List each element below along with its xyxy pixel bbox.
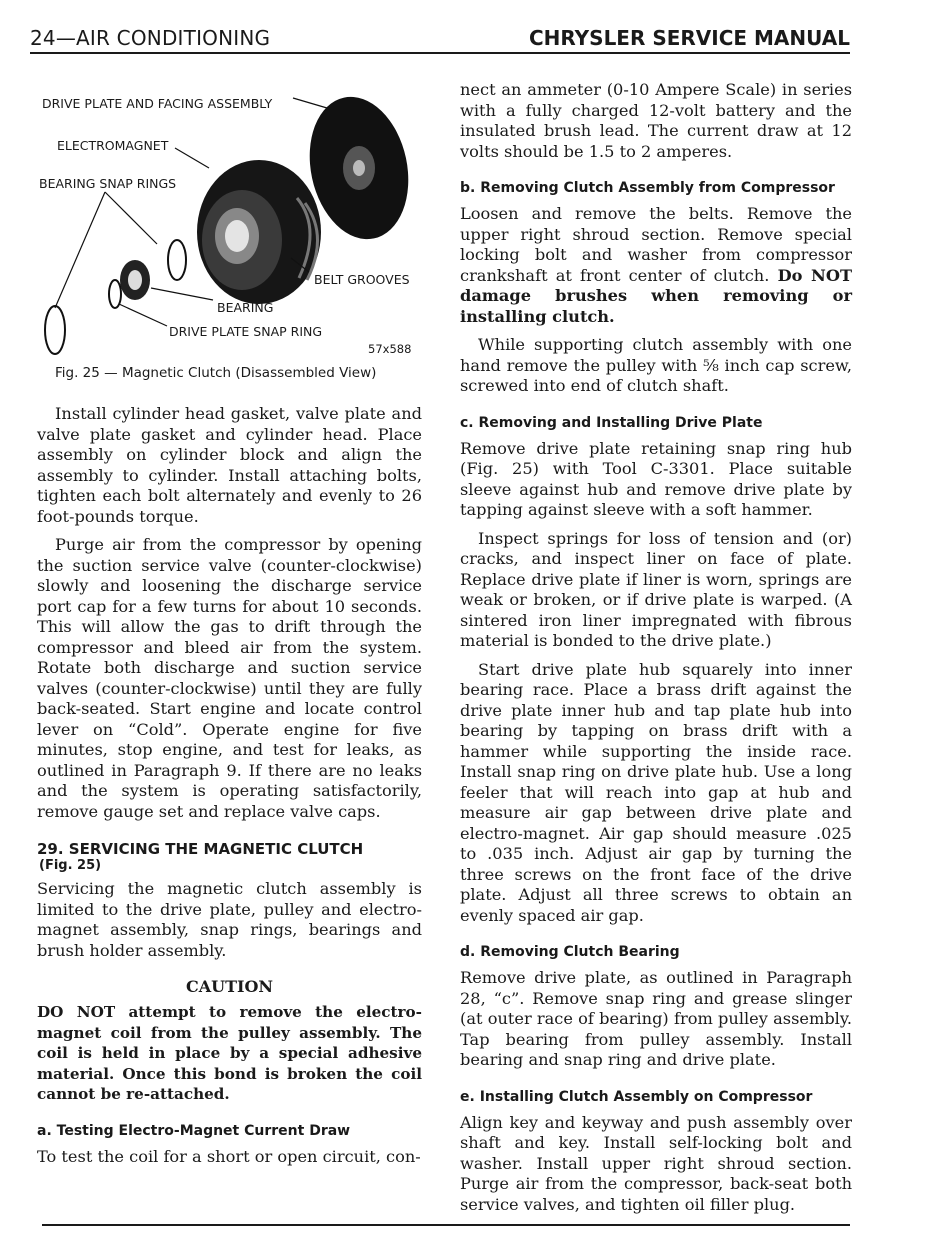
clutch-illustration bbox=[37, 68, 427, 368]
paragraph: While supporting clutch assembly with one hand remove the pulley with ⅝ inch cap screw, screwed into end of clutch shaft. bbox=[460, 335, 852, 395]
label-bearing-snap-rings: BEARING SNAP RINGS bbox=[39, 176, 177, 191]
paragraph: Install cylinder head gasket, valve plate and valve plate gasket and cylinder head. Place assembly on cylinder block and align the assembly to cylinder. Install attaching bolts, tighten each bolt alternately and evenly to 26 foot-pounds torque. bbox=[37, 404, 422, 526]
paragraph bbox=[460, 204, 852, 327]
paragraph: Remove drive plate retaining snap ring hub (Fig. 25) with Tool C-3301. Place suitable sleeve against hub and remove drive plate by tapping against sleeve with a soft hammer. bbox=[460, 438, 852, 519]
subsection-a-title: a. Testing Electro-Magnet Current Draw bbox=[37, 1122, 351, 1139]
figure-number: 57x588 bbox=[368, 342, 412, 356]
page-number-section: 24—AIR CONDITIONING bbox=[30, 26, 271, 50]
label-drive-plate: DRIVE PLATE AND FACING ASSEMBLY bbox=[42, 96, 273, 111]
manual-title: CHRYSLER SERVICE MANUAL bbox=[528, 26, 850, 50]
paragraph: Align key and keyway and push assembly over shaft and key. Install self-locking bolt and washer. Install upper right shroud section. Purge air from the compressor, back-seat both service valves, and tighten oil filler plug. bbox=[460, 1112, 852, 1214]
left-column bbox=[37, 404, 422, 1167]
caution-title: CAUTION bbox=[185, 977, 274, 996]
subsection-c-title: c. Removing and Installing Drive Plate bbox=[460, 414, 763, 431]
section-fig-ref: (Fig. 25) bbox=[39, 858, 102, 873]
label-drive-plate-snap-ring: DRIVE PLATE SNAP RING bbox=[169, 324, 323, 339]
label-belt-grooves: BELT GROOVES bbox=[314, 272, 410, 287]
footer-rule bbox=[42, 1224, 850, 1226]
subsection-e-title: e. Installing Clutch Assembly on Compressor bbox=[460, 1088, 813, 1105]
figure-caption: Fig. 25 — Magnetic Clutch (Disassembled View) bbox=[55, 365, 377, 381]
paragraph: Purge air from the compressor by opening the suction service valve (counter-clockwise) slowly and loosening the discharge service port cap for a few turns for about 10 seconds. This will allow the gas to drift through the compressor and bleed air from the system. Rotate both discharge and suction service valves (counter-clockwise) until they are fully back-seated. Start engine and locate control lever on “Cold”. Operate engine for five minutes, stop engine, and test for leaks, as outlined in Paragraph 9. If there are no leaks and the system is operating satisfactorily, remove gauge set and replace valve caps. bbox=[37, 535, 422, 821]
caution-text: DO NOT attempt to remove the electro-magnet coil from the pulley assembly. The coil is held in place by a special adhesive material. Once this bond is broken the coil cannot be re-attached. bbox=[37, 1003, 422, 1103]
subsection-b-title: b. Removing Clutch Assembly from Compressor bbox=[460, 180, 835, 196]
paragraph: Remove drive plate, as outlined in Paragraph 28, “c”. Remove snap ring and grease slinger (at outer race of bearing) from pulley assembly. Tap bearing from pulley assembly. Install bearing and snap ring and drive plate. bbox=[460, 968, 852, 1069]
page-header bbox=[30, 26, 850, 54]
figure-25 bbox=[37, 68, 427, 388]
paragraph-text: Loosen and remove the belts. Remove the upper right shroud section. Remove special locking bolt and washer from compressor crankshaft at front center of clutch. bbox=[460, 204, 852, 285]
subsection-d-title: d. Removing Clutch Bearing bbox=[460, 944, 680, 960]
warning-text: Do NOT damage brushes when removing or installing clutch. bbox=[460, 265, 852, 326]
header-rule bbox=[30, 52, 850, 54]
paragraph: To test the coil for a short or open circuit, con- bbox=[37, 1146, 421, 1166]
paragraph: Servicing the magnetic clutch assembly is limited to the drive plate, pulley and electro-magnet assembly, snap rings, bearings and brush holder assembly. bbox=[37, 879, 422, 960]
paragraph: Start drive plate hub squarely into inner bearing race. Place a brass drift against the drive plate inner hub and tap plate hub into bearing by tapping on brass drift with a hammer while supporting the inside race. Install snap ring on drive plate hub. Use a long feeler that will reach into gap at hub and measure air gap between drive plate and electro-magnet. Air gap should measure .025 to .035 inch. Adjust air gap by turning the three screws on the front face of the drive plate. Adjust all three screws to obtain an evenly spaced air gap. bbox=[460, 659, 852, 925]
label-electromagnet: ELECTROMAGNET bbox=[57, 138, 169, 153]
paragraph: Inspect springs for loss of tension and (or) cracks, and inspect liner on face of plate. Replace drive plate if liner is worn, springs are weak or broken, or if drive plate is warped. (A sintered iron liner impregnated with fibrous material is bonded to the drive plate.) bbox=[460, 528, 852, 650]
paragraph: nect an ammeter (0-10 Ampere Scale) in series with a fully charged 12-volt battery and the insulated brush lead. The current draw at 12 volts should be 1.5 to 2 amperes. bbox=[460, 80, 852, 161]
label-bearing: BEARING bbox=[217, 300, 274, 315]
right-column bbox=[460, 80, 852, 1215]
section-title: 29. SERVICING THE MAGNETIC CLUTCH bbox=[37, 840, 364, 858]
